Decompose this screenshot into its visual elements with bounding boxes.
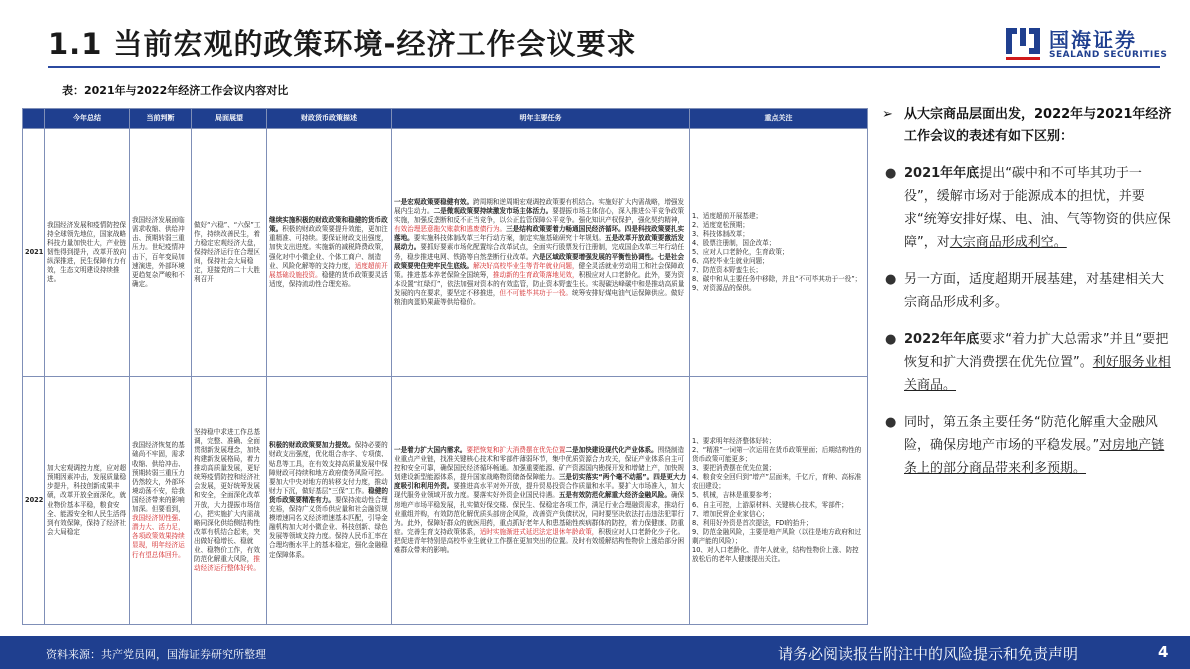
- body-text: 要推进高水平对外开放，提升贸易投资合作质量和水平。要扩大市场准入，加大现代服务业领域开放力度。要落实好外资企业国民待遇。: [394, 482, 685, 500]
- focus-item: 4、股票注册制，国企改革；: [692, 238, 776, 247]
- bold-text: 六是区域政策要增强发展的平衡性协调性。: [532, 252, 658, 261]
- highlight-text: 但不可能毕其功于一役。: [499, 288, 573, 297]
- year-cell: 2022: [23, 377, 45, 625]
- body-text: 确保房地产市场平稳发展，扎实做好保交楼、保民生、保稳定各项工作，满足行业合理融资需求，推动行业重组并购，有效防范化解优质头部房企风险，改善资产负债状况，同时要坚决依法打击违法犯罪行为。: [394, 491, 685, 527]
- panel-bullet-list: [882, 162, 1172, 480]
- body-text: 此外，保障好群众的就医用药，重点抓好老年人和患基础性疾病群体的防控，着力保健康、防重症。完善生育支持政策体系，: [394, 518, 685, 536]
- bold-text: 二是微观政策要持续激发市场主体活力。: [433, 207, 553, 216]
- judgement-cell: [130, 377, 192, 625]
- underlined-text: 利好服务业相关商品。: [904, 355, 1171, 393]
- focus-item: 3、要把消费摆在优先位置；: [692, 464, 776, 473]
- header-policy: 财政货币政策描述: [267, 109, 392, 129]
- bold-text: 2021年年底: [904, 166, 980, 181]
- body-text: 跨周期和逆周期宏观调控政策要有机结合。实施好扩大内需战略，增强发展内生动力。: [394, 197, 685, 216]
- bullet-dot-icon: ●: [885, 272, 897, 287]
- bullet-dot-icon: ●: [885, 166, 897, 181]
- outlook-cell: 做好“六稳”、“六保”工作，持续改善民生，着力稳定宏观经济大盘，保持经济运行在合理区间，保持社会大局稳定，迎接党的二十大胜利召开: [192, 129, 267, 377]
- highlight-text: 适时实施渐进式延迟法定退休年龄政策，: [479, 527, 599, 536]
- body-text: 另一方面，适度超期开展基建，对基建相关大宗商品形成利多。: [904, 272, 1165, 310]
- header-summary: 今年总结: [45, 109, 130, 129]
- bold-text: 积极的财政政策要加力提效。: [269, 441, 355, 450]
- logo-text-cn: 国海证券: [1049, 28, 1137, 52]
- body-text: 坚持稳中求进工作总基调，完整、准确、全面贯彻新发展理念，加快构建新发展格局，着力推动高质量发展，更好统筹疫情防控和经济社会发展，更好统筹发展和安全，全面深化改革开放，大力提振市场信心，把实施扩大内需战略同深化供给侧结构性改革有机结合起来，突出做好稳增长、稳就业、稳物价工作，有效防范化解重大风险，: [194, 427, 260, 564]
- sealand-logo-icon: [1003, 24, 1043, 60]
- bold-text: 五是改革开放政策要激活发展动力。: [394, 234, 685, 252]
- highlight-text: 适度超前开展基础设施投资。: [269, 261, 388, 279]
- focus-item: 7、防范资本野蛮生长；: [692, 266, 763, 275]
- body-text: 要求“着力扩大总需求”并且“要把恢复和扩大消费摆在优先位置”。: [904, 332, 1169, 370]
- comparison-table: [22, 108, 868, 625]
- bold-text: 三是切实落实“两个毫不动摇”。: [558, 473, 654, 482]
- bold-text: 七是社会政策要兜住兜牢民生底线。: [394, 252, 685, 270]
- summary-cell: 加大宏观调控力度，应对超预期因素冲击，发展质量稳步提升，科技创新成果丰硕，改革开放全面深化，就业物价基本平稳，粮食安全、能源安全和人民生活得到有效保障，保持了经济社会大局稳定: [45, 377, 130, 625]
- focus-item: 2、适度宽松预期；: [692, 220, 749, 229]
- comparison-table-container: [22, 108, 867, 626]
- focus-item: 5、机械，吉林是重要参考；: [692, 491, 776, 500]
- bold-text: 2022年年底: [904, 332, 980, 347]
- header-focus: 重点关注: [690, 109, 868, 129]
- body-text: 健全灵活就业劳动用工和社会保障政策。推进基本养老保险全国统筹，: [394, 261, 685, 279]
- focus-item: 9、对资源品的保供。: [692, 284, 756, 293]
- focus-item: 1、要求明年经济整体好转；: [692, 436, 776, 445]
- highlight-text: 要把恢复和扩大消费摆在优先位置: [466, 445, 566, 454]
- highlight-text: 推动新的生育政策落地见效，: [492, 270, 579, 279]
- focus-item: 5、应对人口老龄化，生育政策；: [692, 247, 789, 256]
- body-text: 统筹安排好煤电油气运保障供应。做好粮油肉蛋奶果蔬等供给稳价。: [394, 288, 685, 306]
- footer-bar: [0, 636, 1190, 669]
- focus-item: 10、对人口老龄化、青年人就业，结构性物价上涨、防控放松后的老年人健康提出关注。: [692, 545, 859, 564]
- bold-text: 稳健的货币政策要精准有力。: [269, 486, 388, 504]
- highlight-text: 解决好高校毕业生等青年就业问题，: [473, 261, 579, 270]
- focus-item: 6、高校毕业生就业问题；: [692, 257, 769, 266]
- body-text: 要实施科技体制改革三年行动方案，制定实施基础研究十年规划。: [413, 234, 605, 243]
- logo-text-en: SEALAND SECURITIES: [1049, 50, 1168, 60]
- body-text: 要保持流动性合理充裕，保持广义货币供应量和社会融资规模增速同名义经济增速基本匹配，引导金融机构加大对小微企业、科技创新、绿色发展等领域支持力度。保持人民币汇率在合理均衡水平上的基本稳定，强化金融稳定保障体系。: [269, 495, 388, 559]
- focus-item: 6、自主可控，上游原材料、关键核心技术，零部件；: [692, 500, 848, 509]
- bullet-dot-icon: ●: [885, 415, 897, 430]
- bold-text: 五是有效防范化解重大经济金融风险。: [558, 491, 671, 500]
- body-text: 同时，第五条主要任务“防范化解重大金融风险，确保房地产市场的平稳发展。”: [904, 415, 1158, 453]
- highlight-text: 我国经济韧性强、潜力大、活力足，各项政策效果持续显现，明年经济运行有望总体回升。: [132, 514, 185, 559]
- table-header-row: [23, 109, 868, 129]
- focus-item: 9、防范金融风险，主要是地产风险（以往是地方政府和过剩产能的风险）；: [692, 527, 862, 545]
- focus-item: 4、粮食安全回归到“增产”层面来，千亿斤，育种、高标准农田建设；: [692, 473, 862, 491]
- panel-bullet: [882, 268, 1172, 314]
- focus-item: 8、碳中和从主要任务中移除，并且“不可毕其功于一役”；: [692, 275, 862, 284]
- outlook-cell: [192, 377, 267, 625]
- header-judgement: 当前判断: [130, 109, 192, 129]
- summary-cell: 我国经济发展和疫情防控保持全球领先地位，国家战略科技力量加快壮大，产业链韧性得到提升，改革开放向纵深推进，民生保障有力有效，生态文明建设持续推进。: [45, 129, 130, 377]
- year-cell: 2021: [23, 129, 45, 377]
- analysis-panel: [882, 104, 1172, 480]
- bold-text: 一是宏观政策要稳健有效。: [394, 197, 474, 206]
- header-outlook: 局面展望: [192, 109, 267, 129]
- focus-item: 8、利用好外资是首次提法，FDI的抬升；: [692, 518, 813, 527]
- header-tasks: 明年主要任务: [392, 109, 690, 129]
- underlined-text: 大宗商品形成利空。: [949, 235, 1067, 250]
- body-text: 提出“碳中和不可毕其功于一役”，缓解市场对于能源成本的担忧，并要求“统筹安排好煤、电、油、气等物资的供应保障”，对: [904, 166, 1171, 250]
- panel-intro: [882, 104, 1172, 148]
- body-text: 积极的财政政策要提升效能，更加注重精准、可持续。要保证财政支出强度，加快支出进度。实施新的减税降费政策，强化对中小微企业、个体工商户、制造业、风险化解等的支持力度，: [269, 225, 388, 270]
- panel-bullet: [882, 162, 1172, 254]
- body-text: 要抓好要素市场化配置综合改革试点，全面实行股票发行注册制，完成国企改革三年行动任务，稳步推进电网、铁路等自然垄断行业改革。: [394, 243, 685, 261]
- table-row-2021: [23, 129, 868, 377]
- bullet-dot-icon: ●: [885, 332, 897, 347]
- panel-intro-text: 从大宗商品层面出发，2022年与2021年经济工作会议的表述有如下区别：: [904, 107, 1172, 144]
- table-caption: 表：2021年与2022年经济工作会议内容对比: [62, 84, 289, 97]
- panel-bullet: [882, 328, 1172, 397]
- focus-item: 7、增加民营企业家信心；: [692, 509, 769, 518]
- body-text: 保持必要的财政支出强度，优化组合赤字、专项债、贴息等工具，在有效支持高质量发展中保障财政可持续和地方政府债务风险可控。要加大中央对地方的转移支付力度，推动财力下沉，做好基层“三保”工作。: [269, 441, 388, 495]
- policy-cell: [267, 377, 392, 625]
- underlined-text: 对房地产链条上的部分商品带来利多预期。: [904, 438, 1165, 476]
- footer-disclaimer: 请务必阅读报告附注中的风险提示和免责声明: [778, 645, 1079, 663]
- policy-cell: [267, 129, 392, 377]
- body-text: 围绕制造业重点产业链，找准关键核心技术和零部件薄弱环节，集中优质资源合力攻关，保证产业体系自主可控和安全可靠，确保国民经济循环畅通。加强重要能源、矿产资源国内勘探开发和增储上产，加快规划建设新型能源体系，提升国家战略物资储备保障能力。: [394, 445, 685, 482]
- highlight-text: 推动经济运行整体好转。: [194, 555, 260, 573]
- judgement-cell: 我国经济发展面临需求收缩、供给冲击、预期转弱三重压力。世纪疫情冲击下，百年变局加速演进，外部环境更趋复杂严峻和不确定。: [130, 129, 192, 377]
- body-text: 积极应对人口老龄化。此外，要为资本设置“红绿灯”，依法加强对资本的有效监管，防止资本野蛮生长。实现碳达峰碳中和是推动高质量发展的内在要求，要坚定不移推进，: [394, 270, 685, 297]
- arrow-bullet-icon: ➢: [882, 107, 893, 122]
- footer-source: 资料来源：共产党员网，国海证券研究所整理: [46, 648, 266, 661]
- focus-item: 1、适度超前开展基建；: [692, 211, 763, 220]
- bold-text: 继续实施积极的财政政策和稳健的货币政策。: [269, 216, 388, 234]
- page-number: 4: [1158, 643, 1169, 661]
- focus-cell: [690, 377, 868, 625]
- company-logo: [1003, 22, 1168, 64]
- page-title: 1.1 当前宏观的政策环境-经济工作会议要求: [48, 27, 637, 61]
- bold-text: 二是加快建设现代化产业体系。: [565, 445, 658, 454]
- bold-text: 一是着力扩大国内需求。: [394, 445, 467, 454]
- panel-bullet: [882, 411, 1172, 480]
- header-year: [23, 109, 45, 129]
- body-text: 要提振市场主体信心，深入推进公平竞争政策实施，加强反垄断和反不正当竞争，以公正监管保障公平竞争。强化知识产权保护，强化契约精神，: [394, 207, 685, 225]
- tasks-cell: [392, 129, 690, 377]
- body-text: 稳健的货币政策要灵活适度，保持流动性合理充裕。: [269, 270, 388, 288]
- tasks-cell: [392, 377, 690, 625]
- bold-text: 四是科技政策要扎实落地。: [394, 225, 685, 243]
- title-divider: [48, 66, 1160, 68]
- body-text: 我国经济恢复的基础尚不牢固，需求收缩、供给冲击、预期转弱三重压力仍然较大，外部环境动荡不安，给我国经济带来的影响加深。但要看到，: [132, 441, 185, 514]
- highlight-text: 有效治理恶意拖欠账款和逃废债行为。: [394, 225, 507, 234]
- body-text: 积极应对人口老龄化少子化。把促进青年特别是高校毕业生就业工作摆在更加突出的位置。及时有效缓解结构性物价上涨给部分困难群众带来的影响。: [394, 527, 685, 554]
- bold-text: 四是更大力度吸引和利用外资。: [394, 473, 687, 491]
- focus-item: 3、科技体制改革；: [692, 229, 749, 238]
- table-row-2022: [23, 377, 868, 625]
- focus-item: 2、“精准”一词第一次运用在货币政策里面；后期结构性的货币政策可能更多；: [692, 445, 862, 464]
- bold-text: 三是结构政策要着力畅通国民经济循环。: [506, 225, 625, 234]
- focus-cell: [690, 129, 868, 377]
